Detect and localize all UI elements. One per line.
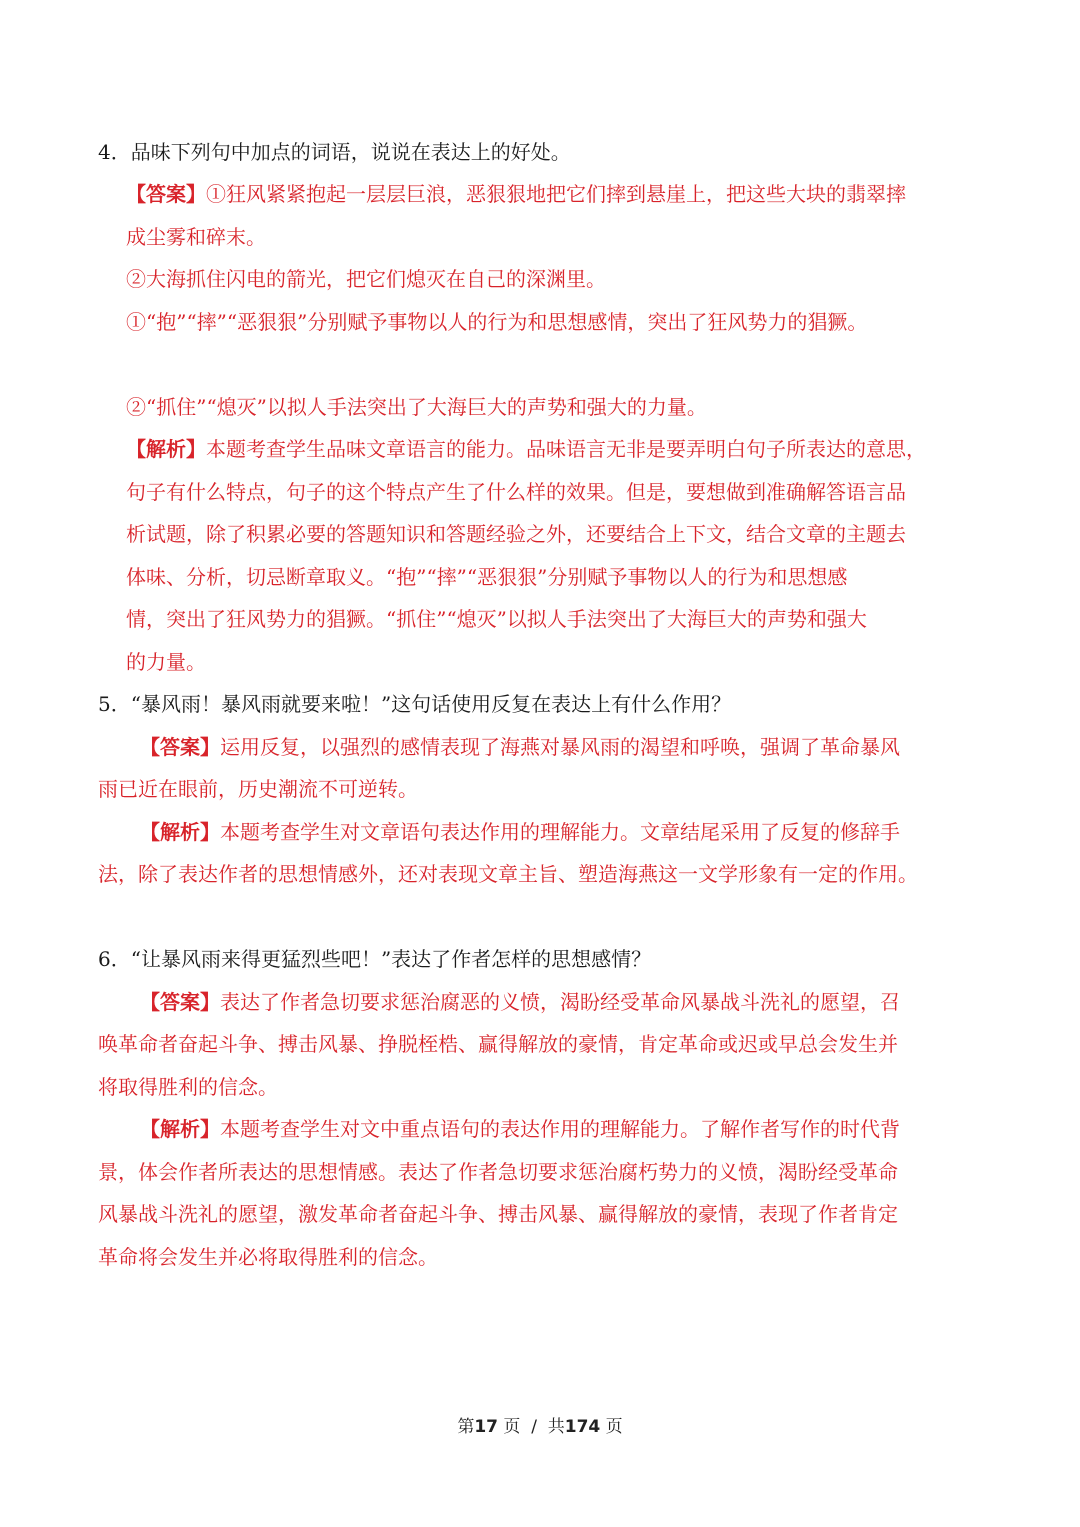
answer-tag: 【答案】 <box>126 182 206 206</box>
answer-4-line-4: ①“抱”“摔”“恶狠狠”分别赋予事物以人的行为和思想感情，突出了狂风势力的猖獗。 <box>126 310 868 334</box>
answer-4-line-3: ②大海抓住闪电的箭光，把它们熄灭在自己的深渊里。 <box>126 267 606 291</box>
analysis-tag: 【解析】 <box>140 1117 220 1141</box>
analysis-tag: 【解析】 <box>140 820 220 844</box>
analysis-6-line-4: 革命将会发生并必将取得胜利的信念。 <box>98 1245 438 1269</box>
analysis-4-line-4: 体味、分析，切忌断章取义。“抱”“摔”“恶狠狠”分别赋予事物以人的行为和思想感 <box>126 565 848 589</box>
analysis-4-line-5: 情，突出了狂风势力的猖獗。“抓住”“熄灭”以拟人手法突出了大海巨大的声势和强大 <box>126 607 867 631</box>
analysis-5-line-1: 【解析】本题考查学生对文章语句表达作用的理解能力。文章结尾采用了反复的修辞手 <box>140 820 900 844</box>
answer-6-line-3: 将取得胜利的信念。 <box>98 1075 278 1099</box>
answer-6-line-1: 【答案】表达了作者急切要求惩治腐恶的义愤，渴盼经受革命风暴战斗洗礼的愿望，召 <box>140 990 900 1014</box>
current-page-number: 17 <box>474 1417 498 1437</box>
analysis-6-line-3: 风暴战斗洗礼的愿望，激发革命者奋起斗争、搏击风暴、赢得解放的豪情，表现了作者肯定 <box>98 1202 898 1226</box>
analysis-4-line-3: 析试题，除了积累必要的答题知识和答题经验之外，还要结合上下文，结合文章的主题去 <box>126 522 906 546</box>
page-footer: 第17 页 / 共174 页 <box>457 1417 623 1437</box>
question-6: 6．“让暴风雨来得更猛烈些吧！”表达了作者怎样的思想感情？ <box>98 947 652 971</box>
answer-tag: 【答案】 <box>140 990 220 1014</box>
analysis-4-line-1: 【解析】本题考查学生品味文章语言的能力。品味语言无非是要弄明白句子所表达的意思， <box>126 437 926 461</box>
answer-5-line-2: 雨已近在眼前，历史潮流不可逆转。 <box>98 777 418 801</box>
question-5: 5．“暴风雨！暴风雨就要来啦！”这句话使用反复在表达上有什么作用？ <box>98 692 732 716</box>
answer-4-line-5: ②“抓住”“熄灭”以拟人手法突出了大海巨大的声势和强大的力量。 <box>126 395 707 419</box>
analysis-5-line-2: 法，除了表达作者的思想情感外，还对表现文章主旨、塑造海燕这一文学形象有一定的作用。 <box>98 862 918 886</box>
analysis-4-line-2: 句子有什么特点，句子的这个特点产生了什么样的效果。但是，要想做到准确解答语言品 <box>126 480 906 504</box>
total-page-count: 174 <box>564 1417 601 1437</box>
answer-6-line-2: 唤革命者奋起斗争、搏击风暴、挣脱桎梏、赢得解放的豪情，肯定革命或迟或早总会发生并 <box>98 1032 898 1056</box>
answer-tag: 【答案】 <box>140 735 220 759</box>
answer-5-line-1: 【答案】运用反复，以强烈的感情表现了海燕对暴风雨的渴望和呼唤，强调了革命暴风 <box>140 735 900 759</box>
analysis-tag: 【解析】 <box>126 437 206 461</box>
answer-4-line-1: 【答案】①狂风紧紧抱起一层层巨浪，恶狠狠地把它们摔到悬崖上，把这些大块的翡翠摔 <box>126 182 906 206</box>
analysis-4-line-6: 的力量。 <box>126 650 206 674</box>
analysis-6-line-2: 景，体会作者所表达的思想情感。表达了作者急切要求惩治腐朽势力的义愤，渴盼经受革命 <box>98 1160 898 1184</box>
answer-4-line-2: 成尘雾和碎末。 <box>126 225 266 249</box>
question-4: 4．品味下列句中加点的词语，说说在表达上的好处。 <box>98 140 571 164</box>
analysis-6-line-1: 【解析】本题考查学生对文中重点语句的表达作用的理解能力。了解作者写作的时代背 <box>140 1117 900 1141</box>
